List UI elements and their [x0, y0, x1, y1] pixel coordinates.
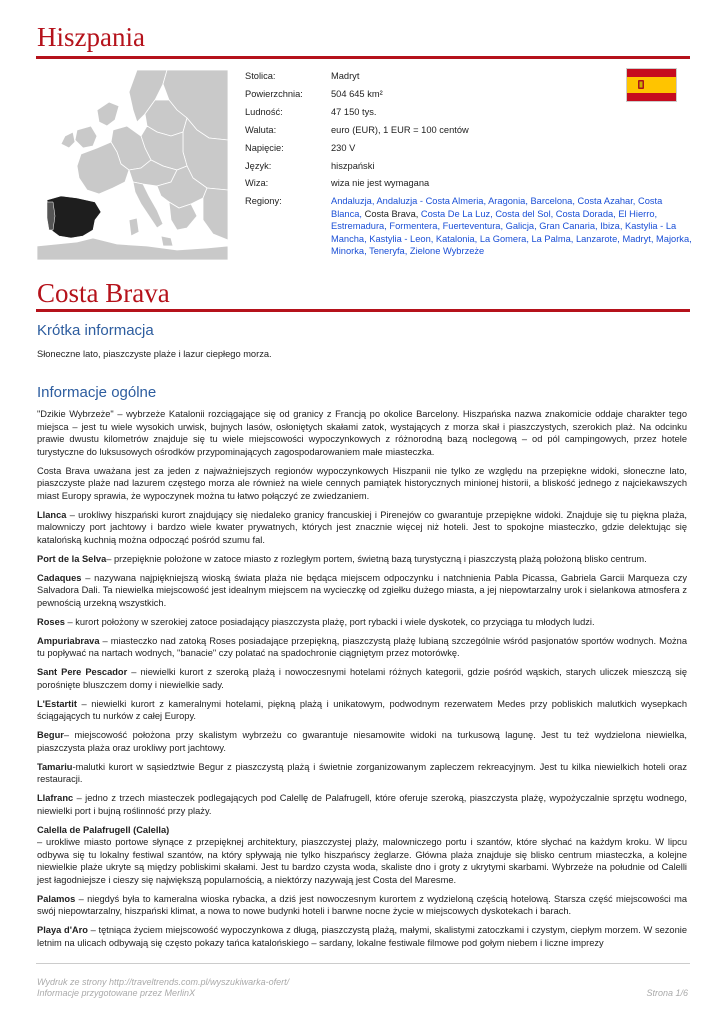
place-paragraph [37, 572, 687, 610]
fact-row-currency [245, 124, 695, 142]
fact-label: Napięcie: [245, 142, 284, 153]
place-description: – nazywana najpiękniejszą wioską świata plaża nie będąca miejscem odpoczynku i natchnienia Pabla Picassa, Gabriela Garcii Marqueza czy Salvadora Dali. Ta niewielka miejscowość jest idealnym miejscem na wycieczkę od zgiełku dużego miasta, a jej niepowtarzalny urok i sielankowa atmosfera z pewnością urzekną wszystkich. [37, 572, 687, 608]
place-paragraph [37, 761, 687, 786]
place-description: – kurort położony w szerokiej zatoce posiadający piaszczysta plażę, port rybacki i wiele dyskotek, co przyciąga tu młodych ludzi. [64, 616, 595, 627]
place-paragraph [37, 729, 687, 754]
place-name: Calella de Palafrugell (Calella) [37, 824, 170, 835]
europe-map-image [37, 70, 228, 260]
fact-value: 230 V [331, 142, 356, 153]
place-paragraph [37, 792, 687, 817]
fact-value: 504 645 km² [331, 88, 383, 99]
footer-rule [36, 963, 690, 964]
general-info-body [37, 408, 687, 956]
regions-current: Costa Brava, [362, 208, 421, 219]
place-description: – jedno z trzech miasteczek podlegających pod Calellę de Palafrugell, które oferuje szeroką, piaszczysta plażę, wypożyczalnie sprzętu wodnego, niewielki port i bujną roślinność przy plaży. [37, 793, 687, 816]
fact-value: hiszpański [331, 160, 375, 171]
destination-rule [36, 309, 690, 312]
place-name: Llanca [37, 509, 67, 520]
fact-value: 47 150 tys. [331, 106, 377, 117]
fact-row-regions [245, 195, 695, 257]
place-paragraph [37, 824, 687, 887]
place-paragraph [37, 666, 687, 691]
place-paragraph [37, 893, 687, 918]
fact-row-capital [245, 70, 695, 88]
place-description: – tętniąca życiem miejscowość wypoczynkowa z długą, piaszczystą plażą, małymi, skalistymi zatoczkami i czystym, ciepłym morzem. W sezonie letnim na ulicach odbywają się często pokazy tańca katalońskiego – sardany, lokalne festiwale filmowe pod gołym niebem i liczne imprezy [37, 925, 687, 948]
place-description: – urokliwy hiszpański kurort znajdujący się niedaleko granicy francuskiej i Pirenejów co gwarantuje przepiękne widoki. Znajduje się tu piękna plaża, malowniczy port jachtowy i bardzo wiele kwater prywatnych, których jest znacznie więcej niż hoteli. Jest to spokojne miasteczko, gdzie delektując się katalońską kuchnią można odpocząć pośród szumu fal. [37, 509, 687, 545]
place-description: – urokliwe miasto portowe słynące z przepięknej architektury, piaszczystej plaży, malowniczego portu i szantów, które słychać na każdym kroku. W lipcu odbywa się tu lokalny festiwal szantów, na który spływają nie tylko hiszpańscy żeglarze. Główna plaża znajduje się blisko centrum miasteczka, a kolejne niewielkie plaże ukryte są między pobliskimi skałami. Jest tu bardzo czysta woda, skaliste dno i groty z ukrytymi skarbami. Wybrzeże na południe od Calelli jest łagodniejsze i cieszy się największą popularnością, a niektórzy nazywają jest Costa del Maresme. [37, 837, 687, 885]
place-name: Begur [37, 730, 64, 741]
place-name: Ampuriabrava [37, 635, 100, 646]
place-description: – niewielki kurort z kameralnymi hotelami, piękną plażą i unikatowym, podwodnym rezerwatem Medes przy pobliskich malutkich wysepkach ściągających tu nurków z całej Europy. [37, 698, 687, 722]
destination-title: Costa Brava [37, 278, 170, 308]
regions-links[interactable]: Andaluzja, Andaluzja - Costa Almeria, Aragonia, Barcelona, Costa Azahar, Costa Blanca, [331, 196, 663, 219]
place-description: – niewielki kurort z szeroką plażą i nowoczesnymi hotelami różnych kategorii, gdzie pośród wąskich, starych uliczek mieszczą się porośnięte bluszczem domy i niewielkie sady. [37, 667, 687, 690]
footer-source: Wydruk ze strony http://traveltrends.com.pl/wyszukiwarka-ofert/ [37, 977, 290, 987]
fact-row-population [245, 106, 695, 124]
place-description: – miejscowość położona przy skalistym wybrzeżu co gwarantuje niesamowite widoki na turkusową lagunę. Jest tu też wydzielona niewielka, piaszczysta plaża oraz urokliwy port jachtowy. [37, 730, 687, 753]
fact-label: Regiony: [245, 196, 282, 207]
place-paragraph [37, 698, 687, 723]
country-title: Hiszpania [37, 22, 145, 52]
fact-label: Waluta: [245, 124, 277, 135]
intro-paragraph-2: Costa Brava uważana jest za jeden z najważniejszych regionów wypoczynkowych Hiszpanii nie tylko ze względu na przepiękne widoki, słoneczne lato, piaszczyste plaże nad lazurem częstego morza ale również na wiele cennych pamiątek historycznych minionej historii, a bliskość jednego z najciekawszych miast Europy sprawia, że wypoczynek można tu łatwo połączyć ze zwiedzaniem. [37, 465, 687, 501]
place-description: – miasteczko nad zatoką Roses posiadające przepiękną, piaszczystą plażę lubianą szczególnie wśród pasjonatów sportów wodnych. Można tu popływać na nartach wodnych, "banacie" czy polatać na spadochronie ciągniętym przez motorówkę. [37, 635, 687, 659]
place-paragraph [37, 509, 687, 547]
fact-row-area [245, 88, 695, 106]
regions-list [331, 195, 695, 257]
intro-paragraph-1: "Dzikie Wybrzeże" – wybrzeże Katalonii rozciągające się od granicy z Francją po okolice Barcelony. Hiszpańska nazwa znakomicie oddaje charakter tego miejsca – jest tu wiele wysokich urwisk, bujnych lasów, osłoniętych skałami zatok, wystających z morza skał i piaszczystych, szerokich plaż. Na odcinku prawie dwustu kilometrów znajduje się tu wiele miejscowości wypoczynkowych z różnorodną bazą noclegową – od pól campingowych, przez hotele turystyczne do luksusowych ośrodków przypominających zagospodarowaniem małe miasteczka. [37, 409, 687, 457]
country-facts-table [245, 70, 695, 257]
short-info-text [37, 348, 687, 367]
fact-row-language [245, 160, 695, 178]
place-name: Llafranc [37, 793, 74, 804]
footer-prepared-by: Informacje przygotowane przez MerlinX [37, 988, 196, 998]
fact-value: euro (EUR), 1 EUR = 100 centów [331, 124, 469, 135]
fact-row-voltage [245, 142, 695, 160]
place-name: Roses [37, 616, 65, 627]
title-rule [36, 56, 690, 59]
fact-value: Madryt [331, 71, 360, 81]
fact-value: wiza nie jest wymagana [331, 178, 430, 189]
place-paragraph [37, 553, 687, 566]
short-info-heading: Krótka informacja [37, 322, 154, 339]
place-description: – niegdyś była to kameralna wioska rybacka, a dziś jest nowoczesnym kurortem z wydzieloną częścią hotelową. Starsza część miejscowości ma swój niepowtarzalny, hiszpański klimat, a nowa to nowe budynki hoteli i barwne nocne życie w miejscowych dyskotekach i barach. [37, 893, 687, 917]
place-paragraph [37, 635, 687, 660]
fact-label: Ludność: [245, 106, 283, 117]
fact-label: Język: [245, 160, 272, 171]
place-paragraph [37, 924, 687, 949]
place-name: Tamariu [37, 761, 73, 772]
place-name: Palamos [37, 893, 76, 904]
fact-label: Powierzchnia: [245, 88, 303, 99]
page-number: Strona 1/6 [646, 988, 688, 998]
place-name: L'Estartit [37, 698, 77, 709]
place-description: – przepięknie położone w zatoce miasto z rozległym portem, świetną bazą turystyczną i piaszczystą plażą położoną blisko centrum. [106, 553, 647, 564]
place-name: Sant Pere Pescador [37, 667, 128, 678]
place-description: -malutki kurort w sąsiedztwie Begur z piaszczystą plażą i świetnie zorganizowanym zapleczem rekreacyjnym. Jest tu kilka niewielkich hoteli oraz restauracji. [37, 761, 687, 785]
regions-links-more[interactable]: Costa De La Luz, Costa del Sol, Costa Dorada, El Hierro, Estremadura, Formentera, Fuerteventura, Galicja, Gran Canaria, Ibiza, Kastylia - La Mancha, Kastylia - Leon, Katalonia, La Gomera, La Palma, Lanzarote, Madryt, Majorka, Minorka, Teneryfa, Zielone Wybrzeże [331, 208, 692, 256]
fact-label: Wiza: [245, 178, 269, 189]
places-list [37, 509, 687, 950]
place-name: Port de la Selva [37, 553, 107, 564]
place-name: Playa d'Aro [37, 925, 88, 936]
short-info-paragraph: Słoneczne lato, piaszczyste plaże i lazur ciepłego morza. [37, 349, 272, 359]
fact-label: Stolica: [245, 71, 276, 81]
fact-row-visa [245, 177, 695, 195]
place-paragraph [37, 616, 687, 629]
general-info-heading: Informacje ogólne [37, 384, 157, 401]
place-name: Cadaques [37, 572, 82, 583]
